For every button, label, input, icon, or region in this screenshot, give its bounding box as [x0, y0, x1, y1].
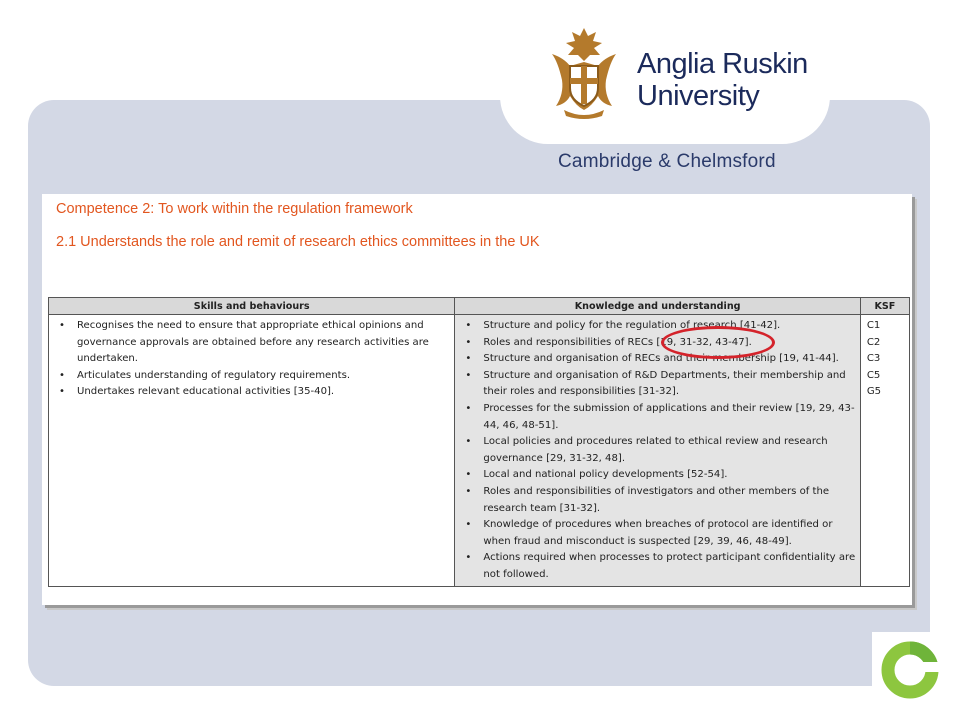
competence-table	[48, 297, 910, 587]
university-crest-icon	[544, 26, 624, 122]
list-item: • Structure and policy for the regulation of research [41-42].	[459, 318, 855, 335]
skills-list	[53, 318, 450, 401]
list-item: • Knowledge of procedures when breaches of protocol are identified or when fraud and misconduct is suspected [29, 39, 46, 48-49].	[465, 519, 833, 547]
bullet-icon: •	[465, 402, 472, 414]
knowledge-cell	[455, 315, 860, 587]
list-item: • Actions required when processes to protect participant confidentiality are not followed.	[465, 552, 856, 580]
skills-header: Skills and behaviours	[49, 298, 455, 315]
red-circle-annotation	[661, 326, 775, 359]
list-item: • Structure and organisation of R&D Departments, their membership and their roles and responsibilities [31-32].	[465, 369, 846, 398]
ksf-cell	[860, 315, 909, 587]
list-item: • Local and national policy developments [52-54].	[459, 467, 855, 484]
list-item: • Undertakes relevant educational activities [35-40].	[53, 384, 450, 401]
bullet-icon: •	[465, 436, 472, 448]
list-item: • Local policies and procedures related to ethical review and research governance [29, 31-32, 48].	[465, 436, 828, 464]
knowledge-list	[459, 318, 855, 584]
bullet-icon: •	[465, 336, 472, 348]
university-name-line2: University	[637, 80, 760, 112]
competence-heading: Competence 2: To work within the regulation framework	[56, 201, 413, 217]
bullet-icon: •	[465, 519, 472, 531]
bullet-icon: •	[465, 485, 472, 497]
subcompetence-heading: 2.1 Understands the role and remit of research ethics committees in the UK	[56, 234, 540, 250]
ksf-code: C2	[866, 336, 881, 348]
list-item: • Processes for the submission of applications and their review [19, 29, 43-44, 46, 48-51].	[465, 402, 855, 431]
list-item: • Roles and responsibilities of RECs [19, 31-32, 43-47].	[459, 335, 855, 352]
skills-cell	[49, 315, 455, 587]
bullet-icon: •	[465, 552, 472, 564]
bullet-icon: •	[465, 369, 472, 381]
campus-label: Cambridge & Chelmsford	[558, 151, 776, 172]
list-item: • Structure and organisation of RECs and their membership [19, 41-44].	[459, 351, 855, 368]
document-excerpt	[42, 194, 912, 605]
table-header-row	[49, 298, 910, 315]
table-row	[49, 315, 910, 587]
bullet-icon: •	[465, 353, 472, 365]
ksf-code: C3	[866, 353, 881, 365]
green-ring-logo-icon	[872, 632, 944, 704]
bullet-icon: •	[59, 320, 65, 331]
bullet-icon: •	[465, 320, 472, 331]
list-item: • Recognises the need to ensure that appropriate ethical opinions and governance approvals are obtained before any research activities are undertaken.	[59, 320, 429, 365]
ksf-code: G5	[866, 386, 882, 398]
ksf-header: KSF	[860, 298, 909, 315]
bullet-icon: •	[465, 469, 472, 481]
list-item: • Articulates understanding of regulatory requirements.	[53, 368, 450, 385]
list-item: • Roles and responsibilities of investigators and other members of the research team [31-32].	[465, 485, 830, 514]
bullet-icon: •	[59, 386, 65, 398]
university-name-line1: Anglia Ruskin	[637, 48, 808, 80]
ksf-code: C5	[866, 369, 881, 381]
ksf-code: C1	[866, 320, 881, 331]
knowledge-header: Knowledge and understanding	[455, 298, 860, 315]
bullet-icon: •	[59, 369, 65, 381]
corner-logo	[872, 632, 944, 704]
